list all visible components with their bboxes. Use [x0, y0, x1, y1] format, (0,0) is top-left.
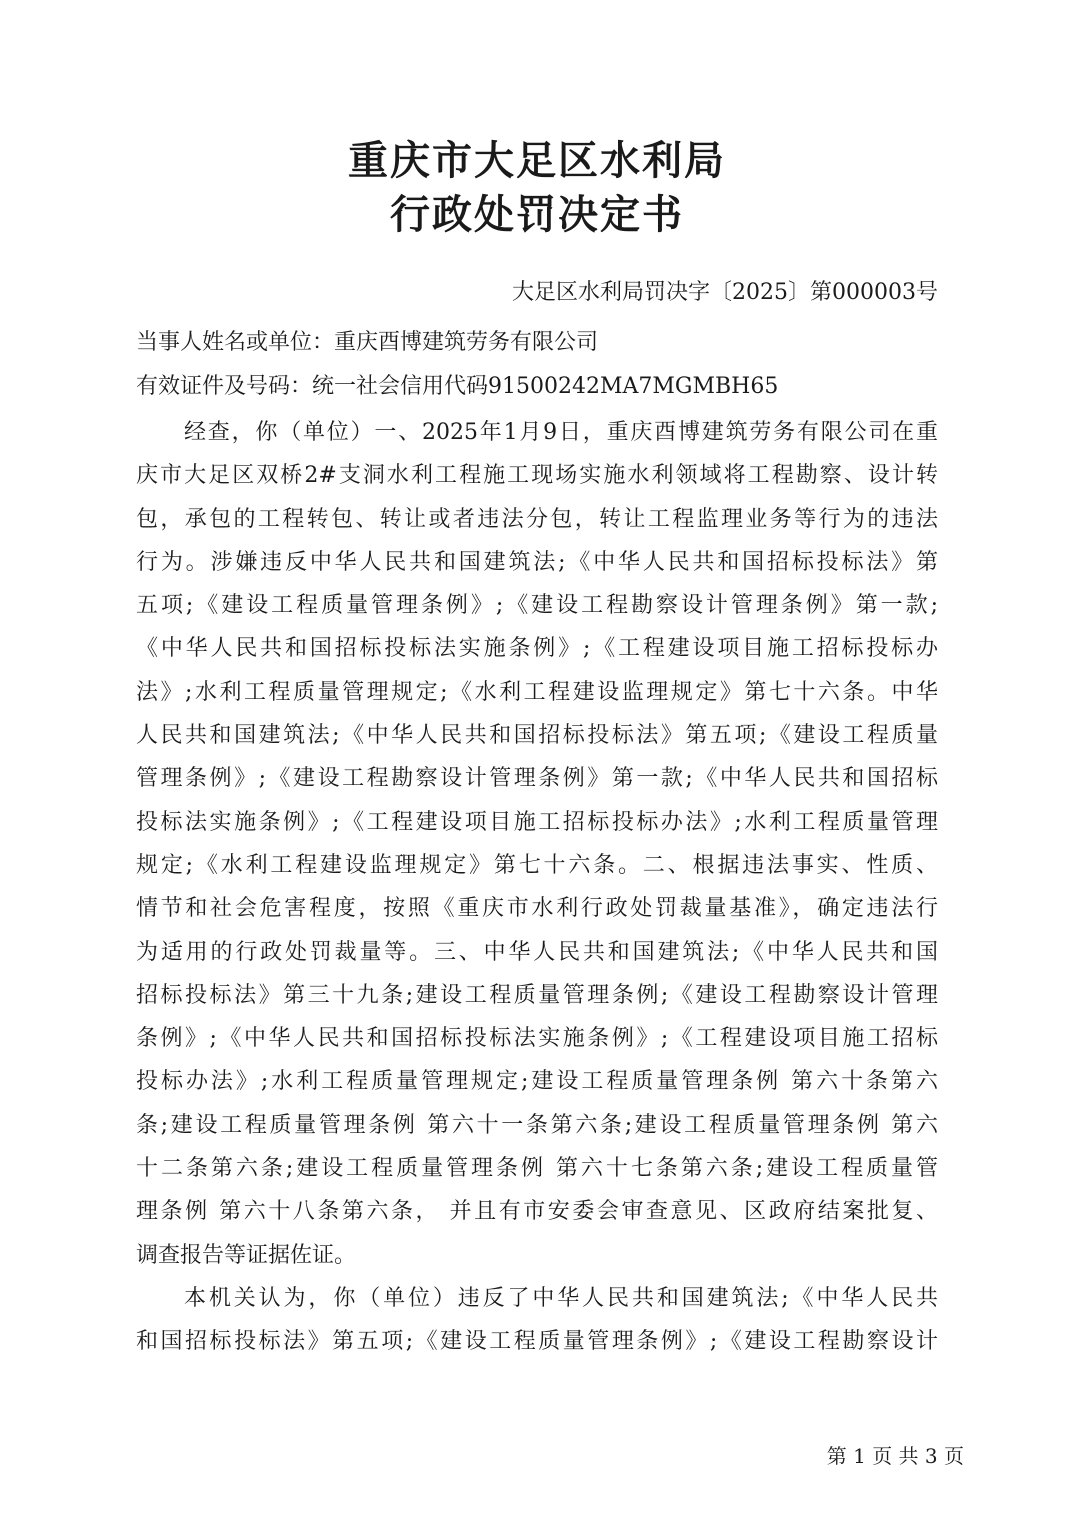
body-line: 法》;水利工程质量管理规定;《水利工程建设监理规定》第七十六条。中华 [136, 679, 938, 705]
document-body [136, 411, 938, 1364]
body-line: 调查报告等证据佐证。 [136, 1242, 357, 1268]
body-line: 人民共和国建筑法;《中华人民共和国招标投标法》第五项;《建设工程质量 [136, 723, 938, 749]
document-title-line2: 行政处罚决定书 [390, 191, 684, 238]
document-title-line1: 重庆市大足区水利局 [348, 137, 726, 184]
body-line: 理条例 第六十八条第六条， 并且有市安委会审查意见、区政府结案批复、 [136, 1199, 938, 1225]
body-line: 条例》;《中华人民共和国招标投标法实施条例》;《工程建设项目施工招标 [136, 1026, 938, 1052]
body-line: 本机关认为，你（单位）违反了中华人民共和国建筑法;《中华人民共 [184, 1285, 938, 1311]
party-id-field: 有效证件及号码：统一社会信用代码91500242MA7MGMBH65 [136, 374, 779, 399]
body-line: 规定;《水利工程建设监理规定》第七十六条。二、根据违法事实、性质、 [136, 852, 938, 878]
body-line: 情节和社会危害程度，按照《重庆市水利行政处罚裁量基准》，确定违法行 [136, 896, 938, 922]
body-line: 十二条第六条;建设工程质量管理条例 第六十七条第六条;建设工程质量管 [136, 1156, 938, 1182]
body-line: 五项;《建设工程质量管理条例》;《建设工程勘察设计管理条例》第一款; [136, 593, 938, 619]
body-line: 管理条例》;《建设工程勘察设计管理条例》第一款;《中华人民共和国招标 [136, 766, 938, 792]
body-line: 投标法实施条例》;《工程建设项目施工招标投标办法》;水利工程质量管理 [136, 809, 938, 835]
document-number: 大足区水利局罚决字〔2025〕第000003号 [512, 280, 938, 305]
body-line: 《中华人民共和国招标投标法实施条例》;《工程建设项目施工招标投标办 [136, 636, 938, 662]
body-line: 为适用的行政处罚裁量等。三、中华人民共和国建筑法;《中华人民共和国 [136, 939, 938, 965]
body-line: 行为。涉嫌违反中华人民共和国建筑法;《中华人民共和国招标投标法》第 [136, 549, 938, 575]
body-line: 经查，你（单位）一、2025年1月9日，重庆酉博建筑劳务有限公司在重 [184, 420, 938, 445]
body-line: 庆市大足区双桥2#支洞水利工程施工现场实施水利领域将工程勘察、设计转 [136, 463, 938, 489]
body-line: 招标投标法》第三十九条;建设工程质量管理条例;《建设工程勘察设计管理 [136, 982, 938, 1008]
body-line: 和国招标投标法》第五项;《建设工程质量管理条例》;《建设工程勘察设计 [136, 1329, 938, 1355]
body-line: 条;建设工程质量管理条例 第六十一条第六条;建设工程质量管理条例 第六 [136, 1112, 938, 1138]
page-indicator: 第 1 页 共 3 页 [826, 1444, 964, 1468]
body-line: 投标办法》;水利工程质量管理规定;建设工程质量管理条例 第六十条第六 [136, 1069, 938, 1095]
party-name-field: 当事人姓名或单位：重庆酉博建筑劳务有限公司 [136, 330, 599, 355]
body-line: 包，承包的工程转包、转让或者违法分包，转让工程监理业务等行为的违法 [136, 506, 938, 532]
